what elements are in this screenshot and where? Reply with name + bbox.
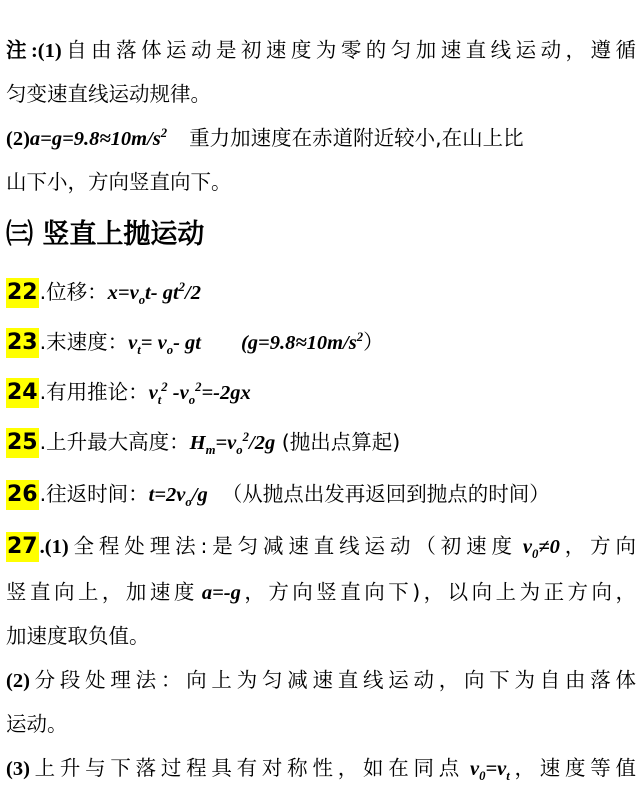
subscript: t [137, 343, 141, 358]
note-1-line-2 [6, 80, 636, 108]
formula-part: /2g [249, 432, 276, 454]
item-number-22: 22 [6, 278, 39, 308]
formula-part: =-2gx [201, 382, 251, 404]
formula-part: - gt [173, 332, 201, 354]
note-1-marker: 注:(1) [6, 40, 62, 62]
item-27-text: 全程处理法:是匀减速直线运动（初速度 [68, 534, 517, 558]
superscript: 2 [161, 380, 168, 395]
formula-part: (g=9.8≈10m/s [240, 332, 357, 354]
note-2-text: 重力加速度在赤道附近较小,在山上比 [189, 126, 524, 150]
item-27-marker: .(1) [39, 536, 69, 558]
formula-part: ≠0 [538, 536, 560, 558]
superscript: 2 [356, 330, 364, 345]
formula-part: /g [191, 484, 208, 506]
item-number-24: 24 [6, 378, 39, 408]
item-27-text-tail: ，方向 [559, 534, 637, 558]
item-23-label: .末速度： [39, 330, 129, 354]
item-25 [6, 428, 636, 458]
superscript: 2 [195, 380, 202, 395]
item-24 [6, 378, 636, 408]
section-heading: ㈢ 竖直上抛运动 [6, 219, 205, 250]
subscript: m [205, 443, 216, 458]
formula-part: v [522, 536, 532, 558]
subscript: o [236, 443, 243, 458]
item-26 [6, 480, 636, 510]
subscript: o [138, 293, 146, 308]
subscript: o [188, 393, 196, 408]
item-22 [6, 278, 636, 308]
formula-part: t=2v [148, 484, 186, 506]
note-1-text-cont: 匀变速直线运动规律。 [6, 82, 211, 106]
note-2-text-cont: 山下小，方向竖直向下。 [6, 170, 232, 194]
item-number-25: 25 [6, 428, 39, 458]
item-24-label: .有用推论： [39, 380, 149, 404]
formula-part: a=-g [201, 582, 241, 604]
note-2-marker: (2) [6, 128, 30, 150]
sub-2-text: 分段处理法：向上为匀减速直线运动，向下为自由落体 [29, 668, 636, 692]
note-2-line-2 [6, 168, 636, 196]
sub-2-text-cont: 运动。 [6, 712, 68, 736]
formula-part: t- gt [145, 282, 179, 304]
superscript: 2 [242, 430, 249, 445]
item-25-label: .上升最大高度： [39, 430, 190, 454]
item-number-26: 26 [6, 480, 39, 510]
item-number-27: 27 [6, 532, 39, 562]
item-27-line-1 [6, 532, 636, 562]
sub-3-line-1 [6, 754, 636, 783]
note-2-line-1 [6, 124, 636, 153]
formula-part: v [469, 758, 480, 780]
close-paren: ） [363, 330, 384, 354]
sub-3-marker: (3) [6, 758, 30, 780]
sub-2-line-1 [6, 666, 636, 695]
formula-part: =v [485, 758, 507, 780]
item-26-label: .往返时间： [39, 482, 149, 506]
subscript: t [157, 393, 162, 408]
gravity-formula: a=g=9.8≈10m/s [29, 128, 161, 150]
subscript: 0 [531, 547, 539, 562]
item-number-23: 23 [6, 328, 39, 358]
sub-3-text-tail: ，速度等值 [509, 756, 637, 780]
item-25-note: (抛出点算起) [275, 430, 401, 454]
sub-2-line-2 [6, 710, 636, 738]
note-1-line-1 [6, 36, 636, 65]
subscript: o [185, 495, 192, 510]
gravity-exponent: 2 [160, 126, 168, 141]
superscript: 2 [178, 280, 185, 295]
subscript: t [506, 769, 510, 784]
formula-part: H [189, 432, 206, 454]
item-27-line-2 [6, 578, 636, 607]
item-26-note: （从抛点出发再返回到抛点的时间） [221, 482, 550, 506]
item-23 [6, 328, 636, 358]
item-27-text-b: 竖直向上，加速度 [6, 580, 198, 604]
formula-part: = v [140, 332, 167, 354]
item-27-text-c: 加速度取负值。 [6, 624, 150, 648]
item-22-label: .位移： [39, 280, 108, 304]
sub-3-text: 上升与下落过程具有对称性，如在同点 [29, 756, 464, 780]
item-27-text-b2: ，方向竖直向下)，以向上为正方向， [240, 580, 637, 604]
formula-part: v [128, 332, 138, 354]
item-27-line-3 [6, 622, 636, 650]
sub-2-marker: (2) [6, 670, 30, 692]
subscript: 0 [479, 769, 486, 784]
formula-part: /2 [185, 282, 201, 304]
subscript: o [166, 343, 174, 358]
formula-part: v [148, 382, 158, 404]
formula-part: x=v [107, 282, 139, 304]
formula-part: -v [167, 382, 189, 404]
note-1-text: 自由落体运动是初速度为零的匀加速直线运动，遵循 [61, 38, 636, 62]
formula-part: =v [215, 432, 237, 454]
